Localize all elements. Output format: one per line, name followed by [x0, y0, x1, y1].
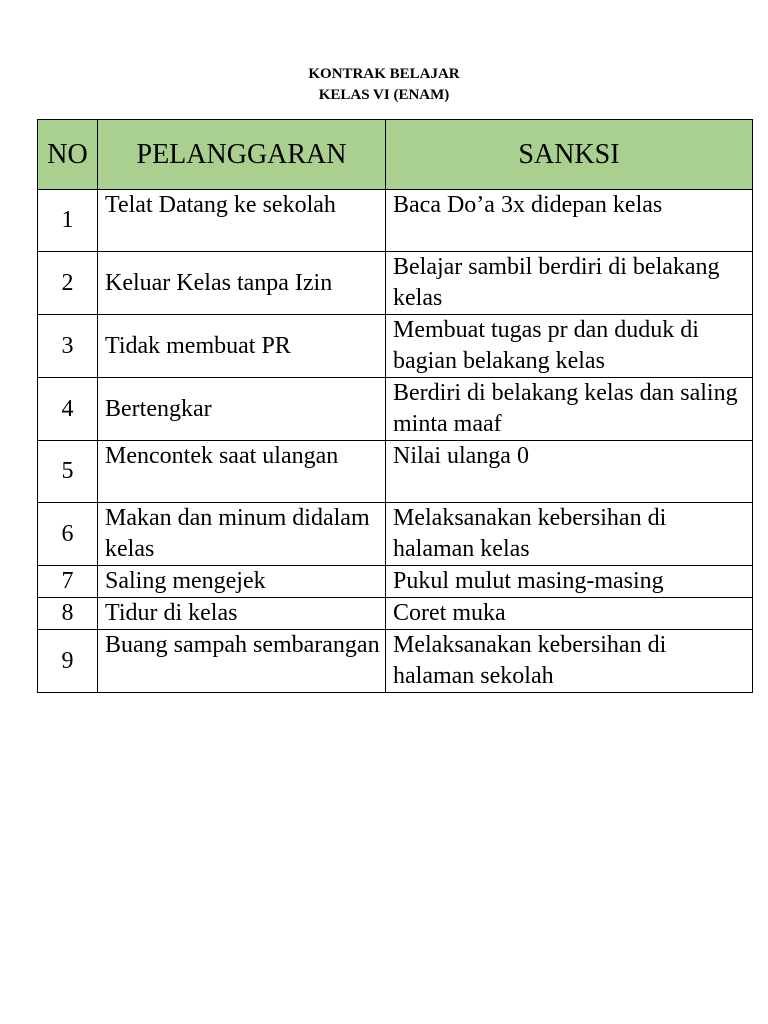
table-row — [38, 252, 753, 315]
title-line-2: KELAS VI (ENAM) — [318, 87, 450, 103]
row-sanksi: Baca Do’a 3x didepan kelas — [386, 190, 753, 252]
row-number: 2 — [38, 252, 98, 315]
row-pelanggaran: Tidak membuat PR — [98, 315, 386, 378]
row-sanksi: Melaksanakan kebersihan di halaman kelas — [386, 503, 753, 566]
table-row — [38, 378, 753, 441]
row-number: 4 — [38, 378, 98, 441]
header-no: NO — [38, 120, 98, 190]
row-pelanggaran: Makan dan minum didalam kelas — [98, 503, 386, 566]
table-row — [38, 630, 753, 693]
header-row — [38, 120, 753, 190]
header-sanksi: SANKSI — [386, 120, 753, 190]
header-pelanggaran: PELANGGARAN — [98, 120, 386, 190]
row-sanksi: Nilai ulanga 0 — [386, 441, 753, 503]
title-line-1: KONTRAK BELAJAR — [308, 66, 460, 82]
row-number: 9 — [38, 630, 98, 693]
row-sanksi: Melaksanakan kebersihan di halaman sekolah — [386, 630, 753, 693]
row-pelanggaran: Buang sampah sembarangan — [98, 630, 386, 693]
table-row — [38, 315, 753, 378]
table-row — [38, 190, 753, 252]
row-number: 8 — [38, 598, 98, 630]
row-sanksi: Belajar sambil berdiri di belakang kelas — [386, 252, 753, 315]
row-pelanggaran: Keluar Kelas tanpa Izin — [98, 252, 386, 315]
table-row — [38, 598, 753, 630]
row-number: 1 — [38, 190, 98, 252]
table-row — [38, 566, 753, 598]
table-row — [38, 503, 753, 566]
row-number: 6 — [38, 503, 98, 566]
row-sanksi: Pukul mulut masing-masing — [386, 566, 753, 598]
kontrak-table — [37, 119, 753, 693]
document-title — [0, 64, 768, 106]
row-number: 5 — [38, 441, 98, 503]
row-pelanggaran: Telat Datang ke sekolah — [98, 190, 386, 252]
table-row — [38, 441, 753, 503]
row-sanksi: Membuat tugas pr dan duduk di bagian belakang kelas — [386, 315, 753, 378]
row-number: 7 — [38, 566, 98, 598]
row-pelanggaran: Mencontek saat ulangan — [98, 441, 386, 503]
row-pelanggaran: Saling mengejek — [98, 566, 386, 598]
row-sanksi: Berdiri di belakang kelas dan saling minta maaf — [386, 378, 753, 441]
row-pelanggaran: Bertengkar — [98, 378, 386, 441]
row-pelanggaran: Tidur di kelas — [98, 598, 386, 630]
row-sanksi: Coret muka — [386, 598, 753, 630]
row-number: 3 — [38, 315, 98, 378]
